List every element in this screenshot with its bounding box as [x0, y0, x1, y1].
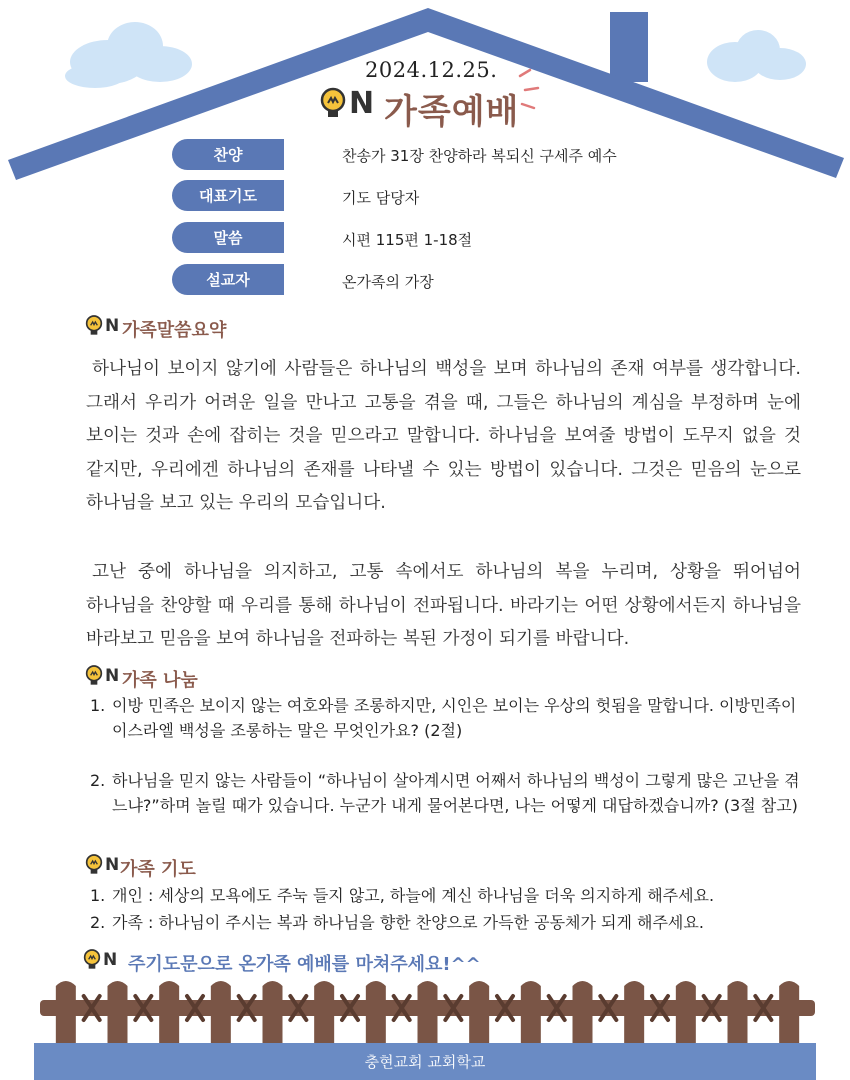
order-value-prayer: 기도 담당자 — [342, 189, 420, 207]
footer-church-name: 충현교회 교회학교 — [34, 1043, 816, 1080]
lightbulb-icon — [84, 853, 104, 877]
list-text: 개인 : 세상의 모욕에도 주눅 들지 않고, 하늘에 계신 하나님을 더욱 의지하게 해주세요. — [112, 886, 715, 905]
cloud-left-icon — [65, 22, 192, 88]
page-title: 가족예배 — [384, 92, 520, 132]
on-letter: N — [105, 666, 120, 686]
cloud-right-icon — [707, 30, 806, 82]
closing-message: 주기도문으로 온가족 예배를 마쳐주세요!^^ — [128, 954, 481, 975]
summary-paragraph-1: 하나님이 보이지 않기에 사람들은 하나님의 백성을 보며 하나님의 존재 여부를 생각합니다. 그래서 우리가 어려운 일을 만나고 고통을 겪을 때, 그들은 하나님의 계심을 부정하며 눈에 보이는 것과 손에 잡히는 것을 믿으라고 말합니다. 하나님을 보여줄 방법이 도무지 없을 것 같지만, 우리에겐 하나님의 존재를 나타낼 수 있는 방법이 있습니다. 그것은 믿음의 눈으로 하나님을 보고 있는 우리의 모습입니다. — [86, 359, 801, 513]
order-value-preacher: 온가족의 가장 — [342, 273, 434, 291]
lightbulb-icon — [318, 87, 348, 121]
sharing-question-1 — [90, 693, 810, 743]
title-on-badge — [318, 86, 374, 121]
sharing-question-2 — [90, 768, 810, 818]
order-label-preacher: 설교자 — [172, 264, 284, 295]
list-number: 1. — [90, 696, 106, 715]
on-letter: N — [105, 855, 120, 875]
on-letter: N — [105, 316, 120, 336]
sparkle-icon — [520, 70, 538, 108]
list-number: 2. — [90, 771, 106, 790]
order-value-hymn: 찬송가 31장 찬양하라 복되신 구세주 예수 — [342, 147, 617, 165]
order-label-hymn: 찬양 — [172, 139, 284, 170]
prayer-item-2 — [90, 910, 810, 935]
fence-illustration — [40, 976, 815, 1046]
lightbulb-icon — [84, 664, 104, 688]
lightbulb-icon — [82, 948, 102, 972]
list-text: 하나님을 믿지 않는 사람들이 “하나님이 살아계시면 어째서 하나님의 백성이 그렇게 많은 고난을 겪느냐?”하며 놀릴 때가 있습니다. 누군가 내게 물어본다면, 나는 어떻게 대답하겠습니까? (3절 참고) — [112, 771, 800, 815]
order-label-prayer: 대표기도 — [172, 180, 284, 211]
closing-on-badge — [82, 948, 117, 972]
prayer-item-1 — [90, 883, 810, 908]
worship-date: 2024.12.25. — [365, 58, 498, 82]
prayer-heading: 가족 기도 — [120, 859, 196, 880]
order-label-scripture: 말씀 — [172, 222, 284, 253]
prayer-on-badge — [84, 853, 119, 877]
summary-on-badge — [84, 314, 119, 338]
list-text: 가족 : 하나님이 주시는 복과 하나님을 향한 찬양으로 가득한 공동체가 되게 해주세요. — [112, 913, 704, 932]
order-value-scripture: 시편 115편 1-18절 — [342, 231, 473, 249]
list-number: 2. — [90, 913, 106, 932]
list-number: 1. — [90, 886, 106, 905]
sharing-heading: 가족 나눔 — [122, 670, 198, 691]
summary-heading: 가족말씀요약 — [122, 320, 227, 341]
list-text: 이방 민족은 보이지 않는 여호와를 조롱하지만, 시인은 보이는 우상의 헛됨을 말합니다. 이방민족이 이스라엘 백성을 조롱하는 말은 무엇인가요? (2절) — [112, 696, 797, 740]
lightbulb-icon — [84, 314, 104, 338]
on-letter: N — [349, 86, 375, 121]
on-letter: N — [103, 950, 118, 970]
chimney — [610, 12, 648, 82]
summary-paragraph-2: 고난 중에 하나님을 의지하고, 고통 속에서도 하나님의 복을 누리며, 상황을 뛰어넘어 하나님을 찬양할 때 우리를 통해 하나님이 전파됩니다. 바라기는 어떤 상황에서든지 하나님을 바라보고 믿음을 보여 하나님을 전파하는 복된 가정이 되기를 바랍니다. — [86, 562, 801, 649]
sharing-on-badge — [84, 664, 119, 688]
